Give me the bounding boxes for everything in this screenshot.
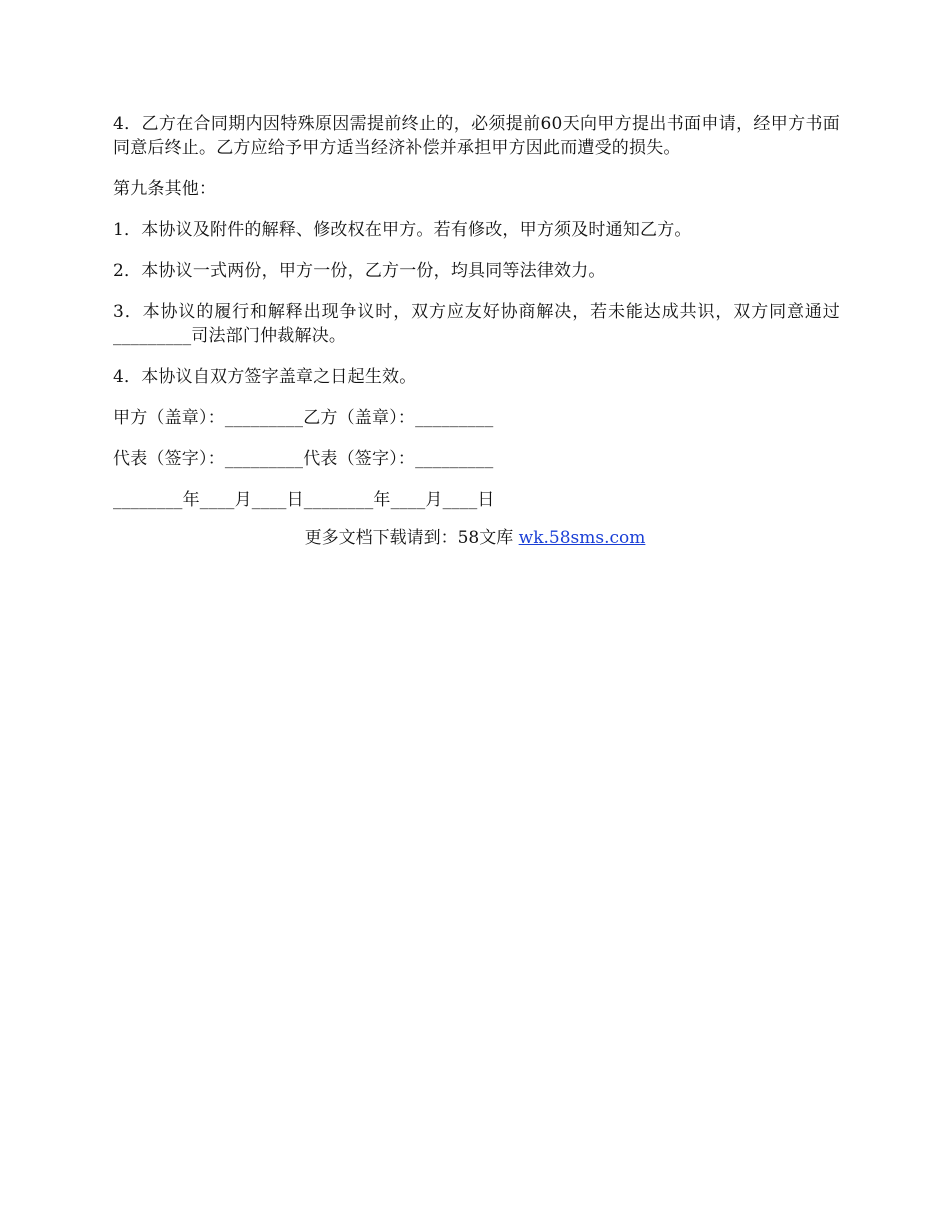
- signature-seal-line: 甲方（盖章）：_________乙方（盖章）：_________: [113, 408, 494, 428]
- signature-date-line: ________年____月____日________年____月____日: [113, 490, 495, 510]
- document-body: [113, 112, 840, 529]
- paragraph-copies: 2．本协议一式两份，甲方一份，乙方一份，均具同等法律效力。: [113, 261, 606, 281]
- footer-text: 更多文档下载请到：58文库: [304, 528, 519, 548]
- download-footer: [0, 526, 950, 550]
- footer-link[interactable]: wk.58sms.com: [518, 528, 646, 548]
- signature-representative-line: 代表（签字）：_________代表（签字）：_________: [113, 449, 494, 469]
- paragraph-termination: 4．乙方在合同期内因特殊原因需提前终止的，必须提前60天向甲方提出书面申请，经甲方书面同意后终止。乙方应给予甲方适当经济补偿并承担甲方因此而遭受的损失。: [113, 114, 840, 158]
- paragraph-effective: 4．本协议自双方签字盖章之日起生效。: [113, 367, 417, 387]
- paragraph-interpretation: 1．本协议及附件的解释、修改权在甲方。若有修改，甲方须及时通知乙方。: [113, 220, 692, 240]
- section-heading-other: 第九条其他：: [113, 179, 217, 199]
- paragraph-dispute: 3．本协议的履行和解释出现争议时，双方应友好协商解决，若未能达成共识，双方同意通过_________司法部门仲裁解决。: [113, 302, 840, 346]
